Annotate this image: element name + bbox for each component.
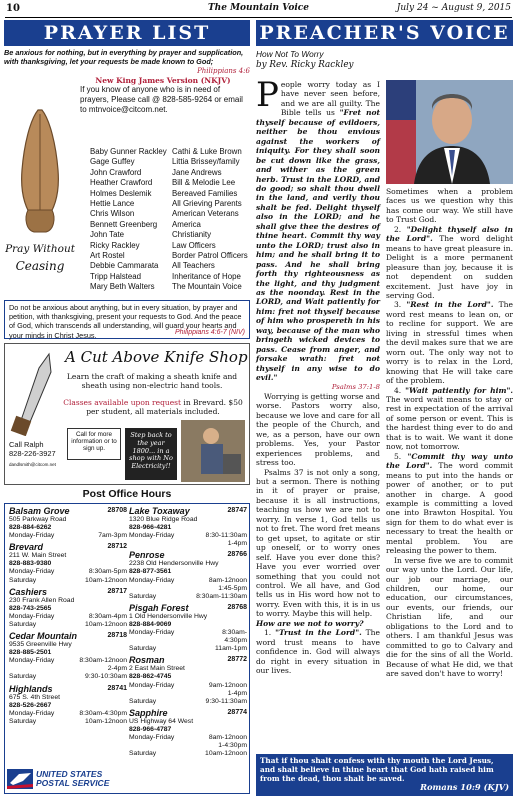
post-office-phone: 828-966-4787 [129, 725, 172, 733]
header-rule [5, 17, 512, 18]
article-paragraph-2: Psalms 37 is not only a song, but a sermon. There is nothing in it of prayer or praise, because it is all instructions, teaching us how we are not to worry. In verse 1, God tells us not to fret. The word fret means to get upset, to agitate or stir up oneself, or to worry ones self. Have you ever done this? Have you ever worried over something that you could not control. We all have, and God tells us in His word how not to worry. Even with this, it is in us to worry. Maybe this will help. [256, 467, 380, 619]
post-office-hours-row: Monday-Friday 8:30am-5pm [9, 568, 127, 576]
page-header [6, 3, 511, 16]
post-office-phone: 828-743-2565 [9, 604, 52, 612]
post-office-hours-row: 4:30pm [224, 637, 247, 645]
prayer-name: Chris Wilson [90, 209, 135, 219]
prayer-name: Bill & Melodie Lee [172, 178, 236, 188]
post-office-hours-row: Monday-Friday 8:30am-4:30pm [9, 709, 127, 717]
article-point-4: 4. "Wait patiently for him". The word wait means to stay or rest in expectation of the arrival of some person or event. This is the hardest thing ever to do and that is to wait. We want it done now, not tomorrow. [386, 385, 513, 452]
prayer-list-title: PRAYER LIST [4, 20, 250, 46]
step-back-box: Step back to the year 1800... in a shop with No Electricity!! [125, 428, 177, 480]
post-office-address: 505 Parkway Road [9, 516, 67, 523]
prayer-name: Holmes Deslemik [90, 188, 152, 198]
post-office-entry [9, 542, 127, 586]
prayer-name: Christianity [172, 230, 212, 240]
prayer-name: John Crawford [90, 167, 142, 177]
post-office-left-column [9, 506, 127, 728]
usps-line-1: UNITED STATES [36, 769, 103, 779]
prayer-name: All Teachers [172, 261, 215, 271]
post-office-title: Post Office Hours [82, 488, 172, 500]
post-office-name: Cashiers 28717 [9, 586, 127, 597]
preachers-voice-title: PREACHER'S VOICE [256, 20, 513, 46]
call-info-box: Call for more information or to sign up. [67, 428, 121, 460]
image-text-pray: Pray Without [5, 243, 75, 255]
article-headline: How Not To Worry [256, 49, 324, 59]
names-right-column [172, 147, 250, 293]
post-office-hours-row: Saturday 10am-12noon [9, 717, 127, 725]
drop-cap: P [256, 75, 279, 115]
post-office-entry [129, 550, 247, 602]
prayer-name: Littia Brissey/family [172, 157, 240, 167]
psalm-quote: "Fret not thyself because of evildoers, neither be thou envious against the workers of iniquity. For they shall soon be cut down like the grass, and wither as the green herb. Trust in the LORD, and do good; so shalt thou dwell in the land, and verily thou shalt be fed. Delight thyself also in the LORD; and he shall give thee the desires of thine heart. Commit thy way unto the LORD; trust also in him; and he shall bring it to pass. And he shall bring forth thy righteousness as the light, and thy judgment as the noonday. Rest in the LORD, and Wait patiently for him: fret not thyself because of him who prospereth in his way, because of the man who bringeth wicked devices to pass. Cease from anger, and forsake wrath: fret not thyself in any wise to do evil." [256, 108, 380, 383]
post-office-hours-row: Monday-Friday 8:30am- [129, 629, 247, 637]
article-point-5: 5. "Commit thy way unto the Lord". The word commit means to put into the hands or power of another, or to put another in charge. A good example is committing a loved one into Brawton Hospital. You sign for them to do what ever is necessary to treat the health or mental problem. You are releasing the power to them. [386, 451, 513, 556]
knife-shop-description: Learn the craft of making a sheath knife and sheath using non-electric hand tools. [66, 372, 238, 390]
post-office-entry [129, 708, 247, 760]
prayer-name: Heather Crawford [90, 178, 153, 188]
romans-verse-box [256, 754, 513, 796]
prayer-name: Gage Guffey [90, 157, 135, 167]
psalm-ref: Psalms 37:1-8 [331, 382, 380, 391]
post-office-hours-row: Monday-Friday 8:30am-12noon [9, 657, 127, 665]
prayer-name: Baby Gunner Rackley [90, 147, 167, 156]
post-office-phone: 828-883-9380 [9, 560, 52, 568]
names-left-column [90, 147, 168, 293]
article-opening: eople worry today as I have never seen before, and we are all guilty. The Bible tells us [280, 80, 380, 118]
post-office-entry [9, 631, 127, 683]
post-office-hours-row: 1-4pm [227, 540, 247, 548]
prayer-name: Law Officers [172, 240, 216, 250]
prayer-name: Jane Andrews [172, 167, 222, 177]
post-office-entry [9, 506, 127, 542]
prayer-name: Mary Beth Walters [90, 282, 155, 292]
knife-email: dandlsmith@citcom.net [9, 462, 56, 467]
post-office-hours-row: 1:45-5pm [218, 584, 247, 592]
prayer-name: Border Patrol Officers [172, 251, 248, 261]
post-office-phone: 828-877-3561 [129, 568, 172, 576]
verse-ref: Philippians 4:6-7 (NIV) [174, 328, 245, 336]
post-office-address: 1 Old Hendersonville Hwy [129, 612, 208, 620]
post-office-address: 230 Frank Allen Road [9, 596, 75, 604]
pastor-photo [386, 80, 513, 184]
post-office-hours-row: Monday-Friday 8:30-11:30am [129, 532, 247, 540]
post-office-hours-row: Saturday 10am-12noon [9, 620, 127, 628]
post-office-phone: 828-884-9069 [129, 620, 172, 628]
post-office-name: Penrose 28766 [129, 550, 247, 561]
prayer-name: Hettie Lance [90, 199, 135, 209]
post-office-entry [129, 603, 247, 655]
knife-contact: Call Ralph 828-226-3927 [9, 440, 56, 459]
post-office-hours-row: Monday-Friday 8:30am-4pm [9, 612, 127, 620]
prayer-name: The Mountain Voice [172, 282, 242, 292]
post-office-phone: 828-862-4745 [129, 673, 172, 681]
article-question: How are we not to worry? [256, 618, 364, 628]
post-office-phone: 828-966-4281 [129, 524, 172, 532]
knife-shop-classes: Classes available upon request in Brevard. $50 per student, all materials included. [63, 398, 243, 416]
post-office-hours-row: Monday-Friday 7am-3pm [9, 532, 127, 540]
page-number: 10 [6, 3, 20, 14]
article-byline: by Rev. Ricky Rackley [256, 60, 354, 70]
post-office-hours-row: Saturday 10am-12noon [129, 750, 247, 758]
image-text-ceasing: Ceasing [15, 259, 65, 273]
article-column-left [256, 75, 380, 676]
post-office-box [4, 503, 250, 794]
knife-illustration [9, 348, 61, 436]
post-office-name: Pisgah Forest 28768 [129, 602, 247, 613]
post-office-hours-row: Monday-Friday 8am-12noon [129, 733, 247, 741]
prayer-name: America [172, 219, 201, 229]
post-office-address: 675 S. 4th Street [9, 693, 61, 701]
prayer-name: Art Rostel [90, 251, 125, 261]
post-office-address: 9535 Greenville Hwy [9, 641, 72, 649]
prayer-name: Bennett Greenberg [90, 219, 158, 229]
preachers-voice-section [256, 20, 513, 796]
post-office-hours-row: 1-4pm [227, 689, 247, 697]
article-point-2: 2. "Delight thyself also in the Lord". The word delight means to have great pleasure in. Delight is a more permanent pleasure than joy, because it is not dependent on sudden excitement. Just have joy in serving God. [386, 224, 513, 300]
article-point-1: 1. "Trust in the Lord". The word trust means to have confidence in. God will always do right in every situation in our lives. [256, 628, 380, 676]
post-office-name: Rosman 28772 [129, 655, 247, 666]
prayer-name: Cathi & Luke Brown [172, 147, 242, 156]
post-office-address: 211 W. Main Street [9, 552, 67, 560]
romans-verse-ref: Romans 10:9 (KJV) [420, 782, 509, 792]
article-paragraph-1: Worrying is getting worse and worse. Pastors worry also, because we love and care for all the people of the Church, and we, as a person, have our own problems. Yes, your Pastor experiences problems, and stress too. [256, 391, 380, 468]
post-office-entry [9, 684, 127, 728]
post-office-hours-row: Saturday 9:30-10:30am [9, 673, 127, 681]
post-office-entry [129, 506, 247, 550]
article-r1: Sometimes when a problem faces us we question why this has come our way. We still have to Trust God. [386, 187, 513, 225]
post-office-entry [129, 655, 247, 707]
issue-date: July 24 ~ August 9, 2015 [396, 3, 511, 13]
prayer-name: Bereaved Families [172, 188, 238, 198]
prayer-name: Tripp Halstead [90, 271, 142, 281]
article-column-right [386, 187, 513, 679]
prayer-intro: Be anxious for nothing, but in everything by prayer and supplication, with thanksgiving, let your requests be made known to God; [4, 48, 244, 66]
post-office-hours-row: 1-4:30pm [218, 742, 247, 750]
post-office-name: Brevard 28712 [9, 542, 127, 553]
post-office-hours-row: Saturday 10am-12noon [9, 576, 127, 584]
post-office-address: 2238 Old Hendersonville Hwy [129, 560, 219, 568]
knife-shop-ad [4, 343, 250, 485]
post-office-entry [9, 587, 127, 631]
article-point-3: 3. "Rest in the Lord". The word rest means to lean on, or to recline for support. We are living in stressful times when the devil makes sure that we are worn out. The only way not to worry is to relax in the Lord, knowing that He will take care of the problem. [386, 300, 513, 386]
post-office-hours-row: 2-4pm [107, 665, 127, 673]
post-office-name: Cedar Mountain 28718 [9, 631, 127, 642]
usps-logo [7, 766, 133, 792]
post-office-name: Balsam Grove 28708 [9, 506, 127, 516]
prayer-name: American Veterans [172, 209, 239, 219]
prayer-name: John Tate [90, 230, 125, 240]
post-office-hours-row: Monday-Friday 9am-12noon [129, 681, 247, 689]
post-office-address: 1320 Blue Ridge Road [129, 516, 198, 523]
post-office-hours-row: Saturday 8:30am-11:30am [129, 592, 247, 600]
philippians-verse-box [4, 300, 250, 339]
post-office-name: Highlands 28741 [9, 683, 127, 694]
prayer-request-info: If you know of anyone who is in need of prayers, Please call @ 828-585-9264 or email to mtnvoice@citcom.net. [80, 84, 243, 114]
prayer-name: All Grieving Parents [172, 199, 242, 209]
post-office-name: Lake Toxaway 28747 [129, 506, 247, 516]
post-office-hours [4, 488, 250, 794]
blacksmith-photo [181, 420, 245, 482]
version-label: New King James Version (NKJV) [95, 75, 231, 85]
post-office-hours-row: Monday-Friday 8am-12noon [129, 576, 247, 584]
post-office-phone: 828-885-2501 [9, 649, 52, 657]
verse-text: Do not be anxious about anything, but in every situation, by prayer and petition, with thanksgiving, present your requests to God. And the peace of God, which transcends all understanding, will guard your hearts and your minds in Christ Jesus. [9, 303, 242, 340]
article-conclusion: In verse five we are to commit our way unto the Lord. Our life, our job our marriage, our children, our home, our education, our circumstances, our events, our friends, our Christian life, and our obligations to the Lord and to others. I am thankful Jesus was committed to go to Calvary and die for the sins of all the World. Because of what He did, we that are saved don't have to worry! [386, 555, 513, 679]
post-office-name: Sapphire 28774 [129, 707, 247, 718]
post-office-phone: 828-526-2667 [9, 701, 52, 709]
knife-shop-title: A Cut Above Knife Shop [65, 348, 248, 366]
prayer-intro-ref: Philippians 4:6 [197, 66, 250, 75]
post-office-address: 2 East Main Street [129, 665, 185, 673]
usps-line-2: POSTAL SERVICE [36, 778, 110, 788]
post-office-phone: 828-884-6262 [9, 524, 52, 532]
prayer-list-section [4, 20, 250, 297]
prayer-name: Debbie Cammarata [90, 261, 159, 271]
post-office-hours-row: Saturday 11am-1pm [129, 645, 247, 653]
prayer-name: Ricky Rackley [90, 240, 140, 250]
prayer-name: Inheritance of Hope [172, 271, 241, 281]
post-office-right-column [129, 506, 247, 760]
post-office-address: US Highway 64 West [129, 717, 194, 725]
post-office-hours-row: Saturday 9:30-11:30am [129, 697, 247, 705]
eagle-icon [7, 769, 33, 789]
praying-hands-image [4, 100, 76, 295]
romans-verse-text: That if thou shalt confess with thy mouth the Lord Jesus, and shalt believe in thine heart that God hath raised him from the dead, thou shalt be saved. [260, 756, 494, 783]
masthead: The Mountain Voice [207, 3, 310, 13]
prayer-names [90, 147, 250, 293]
